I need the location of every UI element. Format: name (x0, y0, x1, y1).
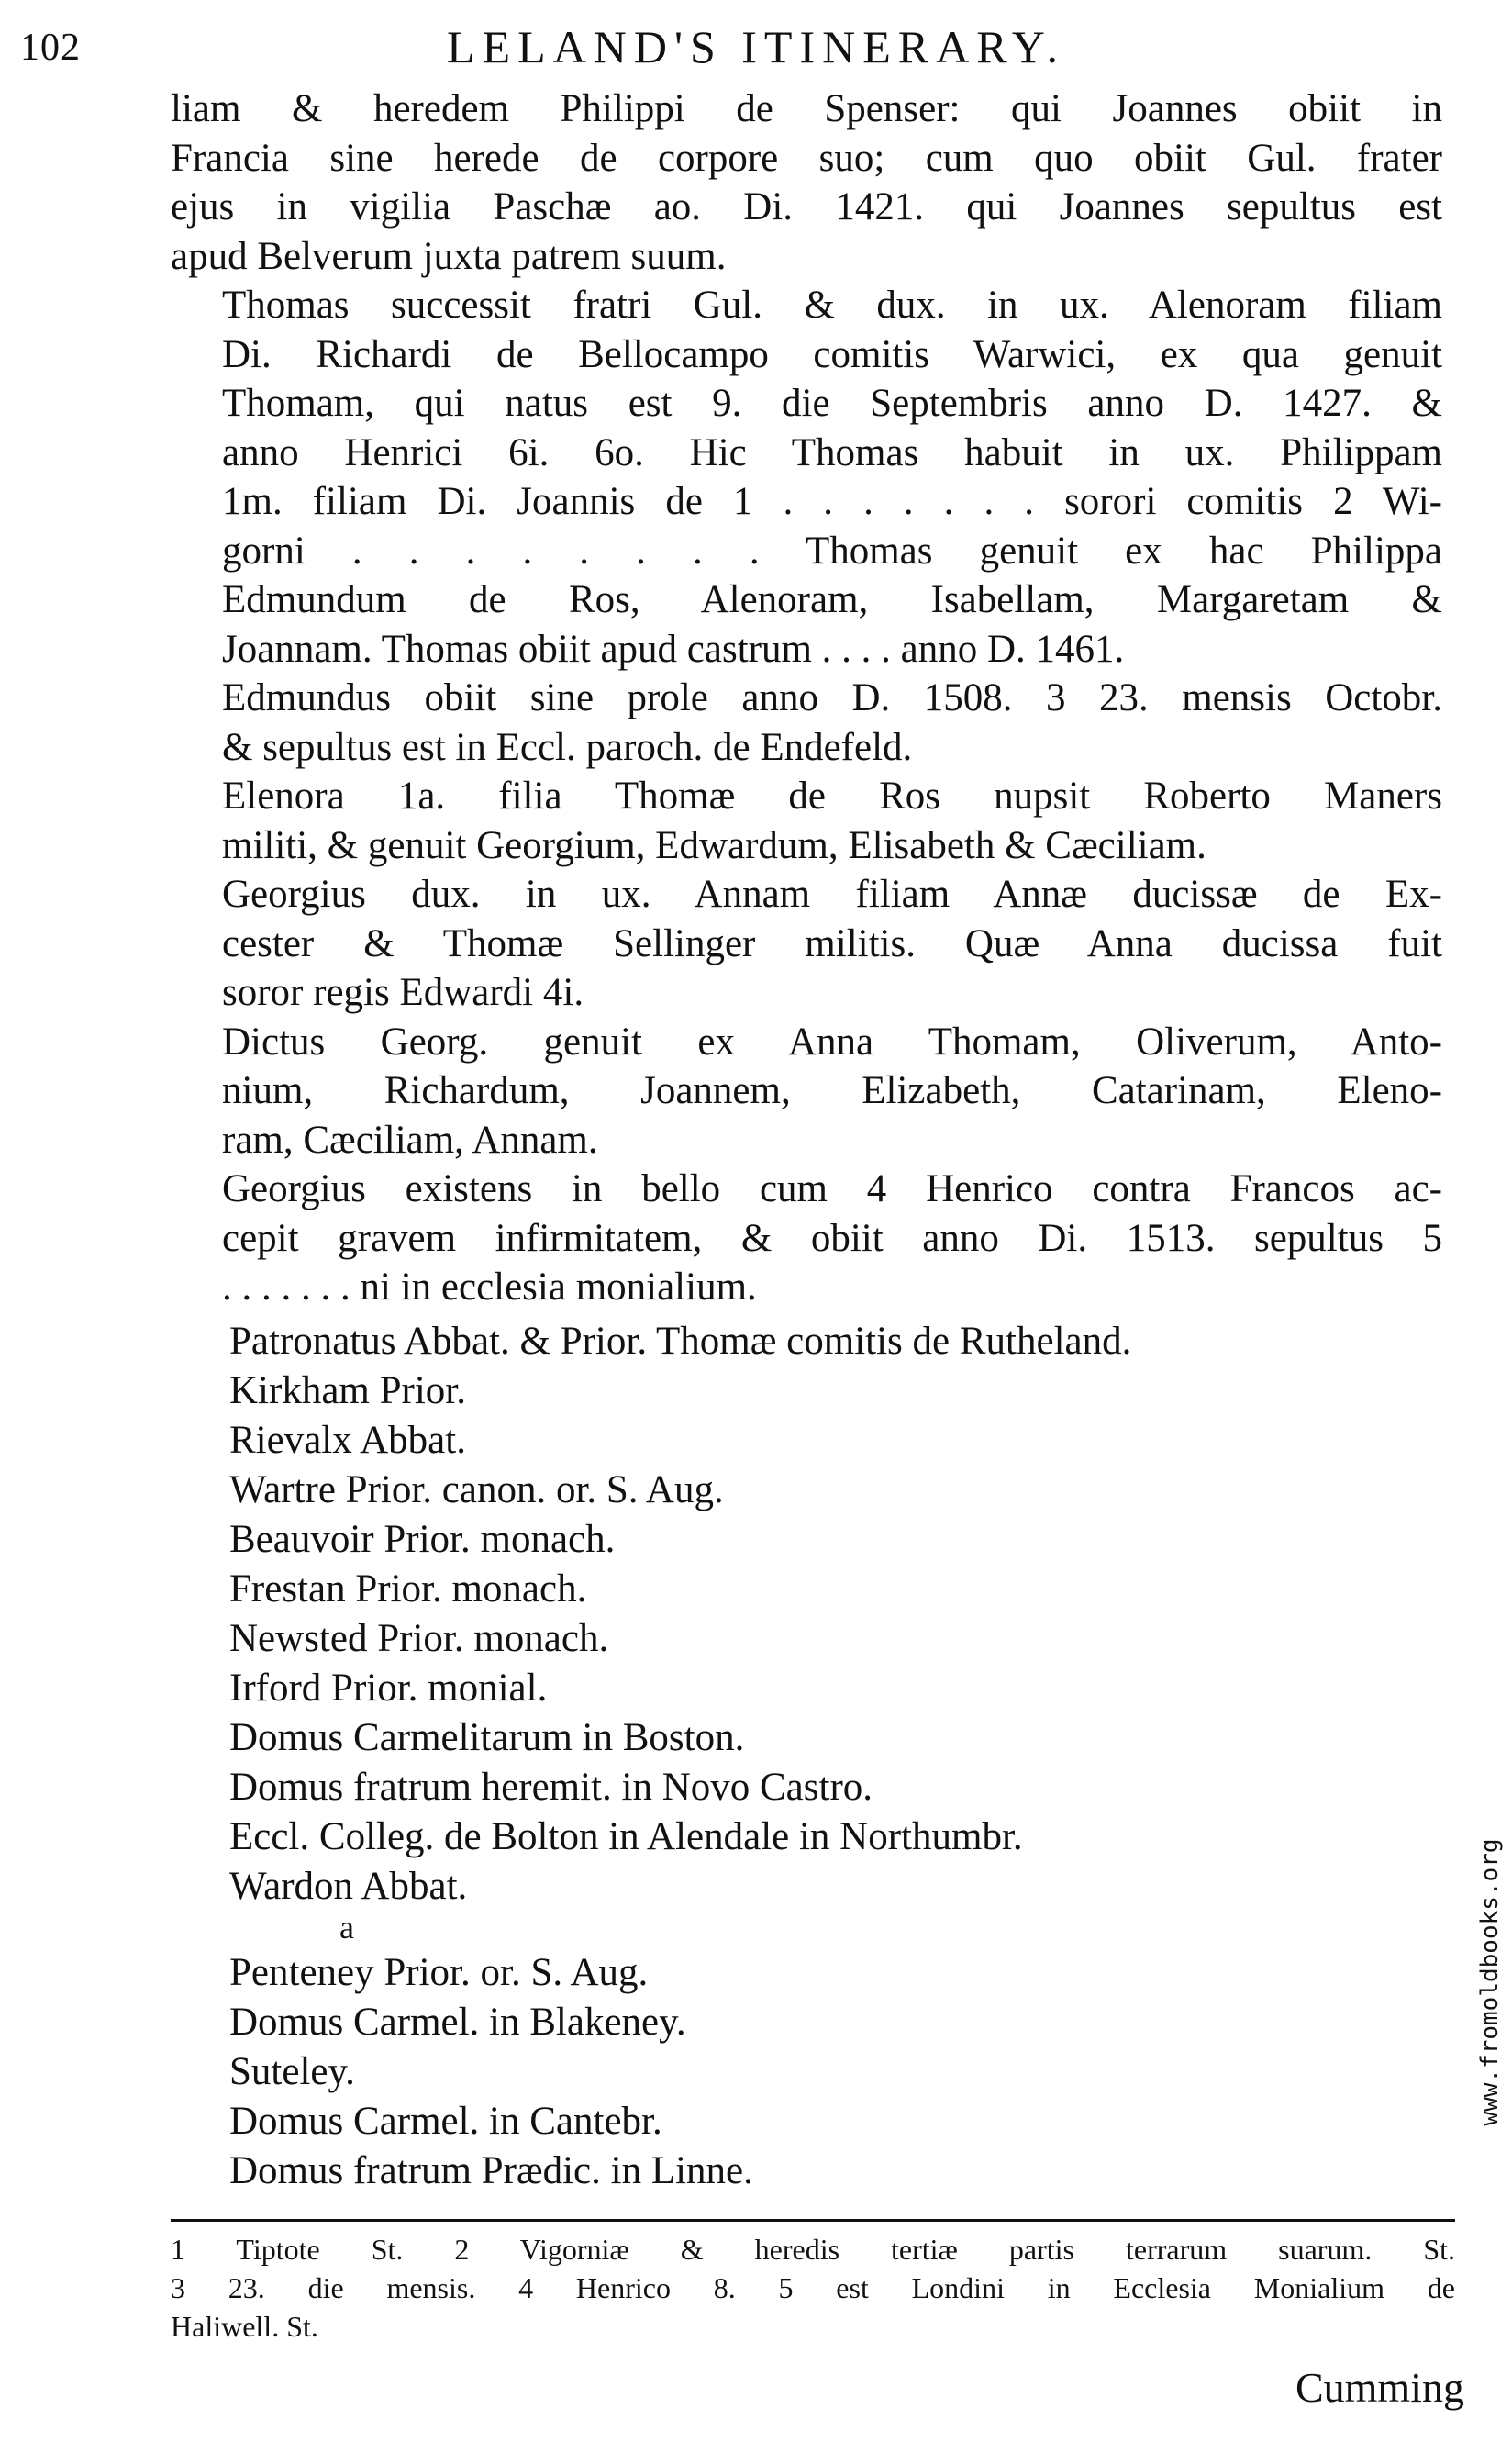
list-item: Eccl. Colleg. de Bolton in Alendale in Northumbr. (229, 1815, 1023, 1858)
list-item: Rievalx Abbat. (229, 1419, 466, 1462)
text-line: & sepultus est in Eccl. paroch. de Endefeld. (222, 725, 913, 769)
text-line: apud Belverum juxta patrem suum. (171, 234, 727, 278)
list-item: Wardon Abbat. (229, 1865, 468, 1908)
text-line: cepit gravem infirmitatem, & obiit anno Di. 1513. sepultus 5 (222, 1216, 1442, 1260)
footnote-line: Haliwell. St. (171, 2310, 318, 2343)
list-item: Domus Carmel. in Cantebr. (229, 2100, 662, 2143)
text-line: Edmundus obiit sine prole anno D. 1508. 3 23. mensis Octobr. (222, 676, 1442, 719)
catchword: Cumming (1295, 2364, 1464, 2411)
text-line: Thomas successit fratri Gul. & dux. in ux. Alenoram filiam (222, 284, 1442, 327)
list-item: Kirkham Prior. (229, 1369, 466, 1412)
text-line: ram, Cæciliam, Annam. (222, 1118, 598, 1162)
list-item: Suteley. (229, 2050, 355, 2093)
footnotes (171, 2230, 1455, 2346)
text-line: gorni . . . . . . . . Thomas genuit ex hac Philippa (222, 529, 1442, 573)
list-item: Domus Carmel. in Blakeney. (229, 2001, 686, 2044)
text-line: 1m. filiam Di. Joannis de 1 . . . . . . . sorori comitis 2 Wi- (222, 480, 1442, 523)
paragraph (171, 674, 1442, 772)
list-item: Frestan Prior. monach. (229, 1567, 587, 1611)
patronage-list (229, 1317, 1131, 2196)
page-number: 102 (20, 27, 81, 69)
text-line: . . . . . . . ni in ecclesia monialium. (222, 1266, 757, 1309)
text-line: anno Henrici 6i. 6o. Hic Thomas habuit in ux. Philippam (222, 430, 1442, 474)
text-line: Thomam, qui natus est 9. die Septembris anno D. 1427. & (222, 382, 1442, 425)
paragraph (171, 1018, 1442, 1165)
paragraph (171, 870, 1442, 1018)
text-line: Elenora 1a. filia Thomæ de Ros nupsit Roberto Maners (222, 775, 1442, 818)
text-line: nium, Richardum, Joannem, Elizabeth, Catarinam, Eleno- (222, 1069, 1442, 1112)
list-item: Beauvoir Prior. monach. (229, 1518, 616, 1561)
list-item: Patronatus Abbat. & Prior. Thomæ comitis de Rutheland. (229, 1320, 1132, 1363)
footnote-line: 1 Tiptote St. 2 Vigorniæ & heredis tertiæ partis terrarum suarum. St. (171, 2233, 1455, 2266)
text-line: soror regis Edwardi 4i. (222, 971, 584, 1014)
text-line: cester & Thomæ Sellinger militis. Quæ Anna ducissa fuit (222, 921, 1442, 965)
list-item: Domus Carmelitarum in Boston. (229, 1716, 745, 1759)
list-item: Domus fratrum heremit. in Novo Castro. (229, 1766, 873, 1809)
paragraph (171, 84, 1442, 281)
text-line: Francia sine herede de corpore suo; cum quo obiit Gul. frater (171, 136, 1442, 180)
text-line: Dictus Georg. genuit ex Anna Thomam, Oliverum, Anto- (222, 1020, 1442, 1064)
text-line: Joannam. Thomas obiit apud castrum . . . . anno D. 1461. (222, 627, 1125, 671)
list-item: Newsted Prior. monach. (229, 1617, 609, 1660)
watermark-text: www.fromoldbooks.org (1476, 1838, 1504, 2126)
body-text (171, 84, 1442, 1312)
paragraph (171, 772, 1442, 870)
paragraph (171, 1165, 1442, 1312)
watermark (1468, 1542, 1512, 2423)
paragraph (171, 281, 1442, 674)
list-item: Irford Prior. monial. (229, 1667, 548, 1710)
list-item: Domus fratrum Prædic. in Linne. (229, 2149, 753, 2192)
footnote-rule (171, 2219, 1455, 2222)
text-line: Georgius dux. in ux. Annam filiam Annæ ducissæ de Ex- (222, 873, 1442, 916)
text-line: liam & heredem Philippi de Spenser: qui Joannes obiit in (171, 87, 1442, 130)
running-head: LELAND'S ITINERARY. (447, 21, 1065, 72)
text-line: militi, & genuit Georgium, Edwardum, Elisabeth & Cæciliam. (222, 823, 1206, 867)
list-item: Penteney Prior. or. S. Aug. (229, 1951, 649, 1994)
text-line: ejus in vigilia Paschæ ao. Di. 1421. qui Joannes sepultus est (171, 185, 1442, 229)
text-line: Di. Richardi de Bellocampo comitis Warwici, ex qua genuit (222, 332, 1442, 376)
footnote-line: 3 23. die mensis. 4 Henrico 8. 5 est Londini in Ecclesia Monialium de (171, 2271, 1455, 2304)
text-line: Edmundum de Ros, Alenoram, Isabellam, Margaretam & (222, 578, 1442, 621)
list-item: Wartre Prior. canon. or. S. Aug. (229, 1468, 724, 1511)
text-line: Georgius existens in bello cum 4 Henrico contra Francos ac- (222, 1167, 1442, 1210)
list-item: a (339, 1909, 354, 1946)
